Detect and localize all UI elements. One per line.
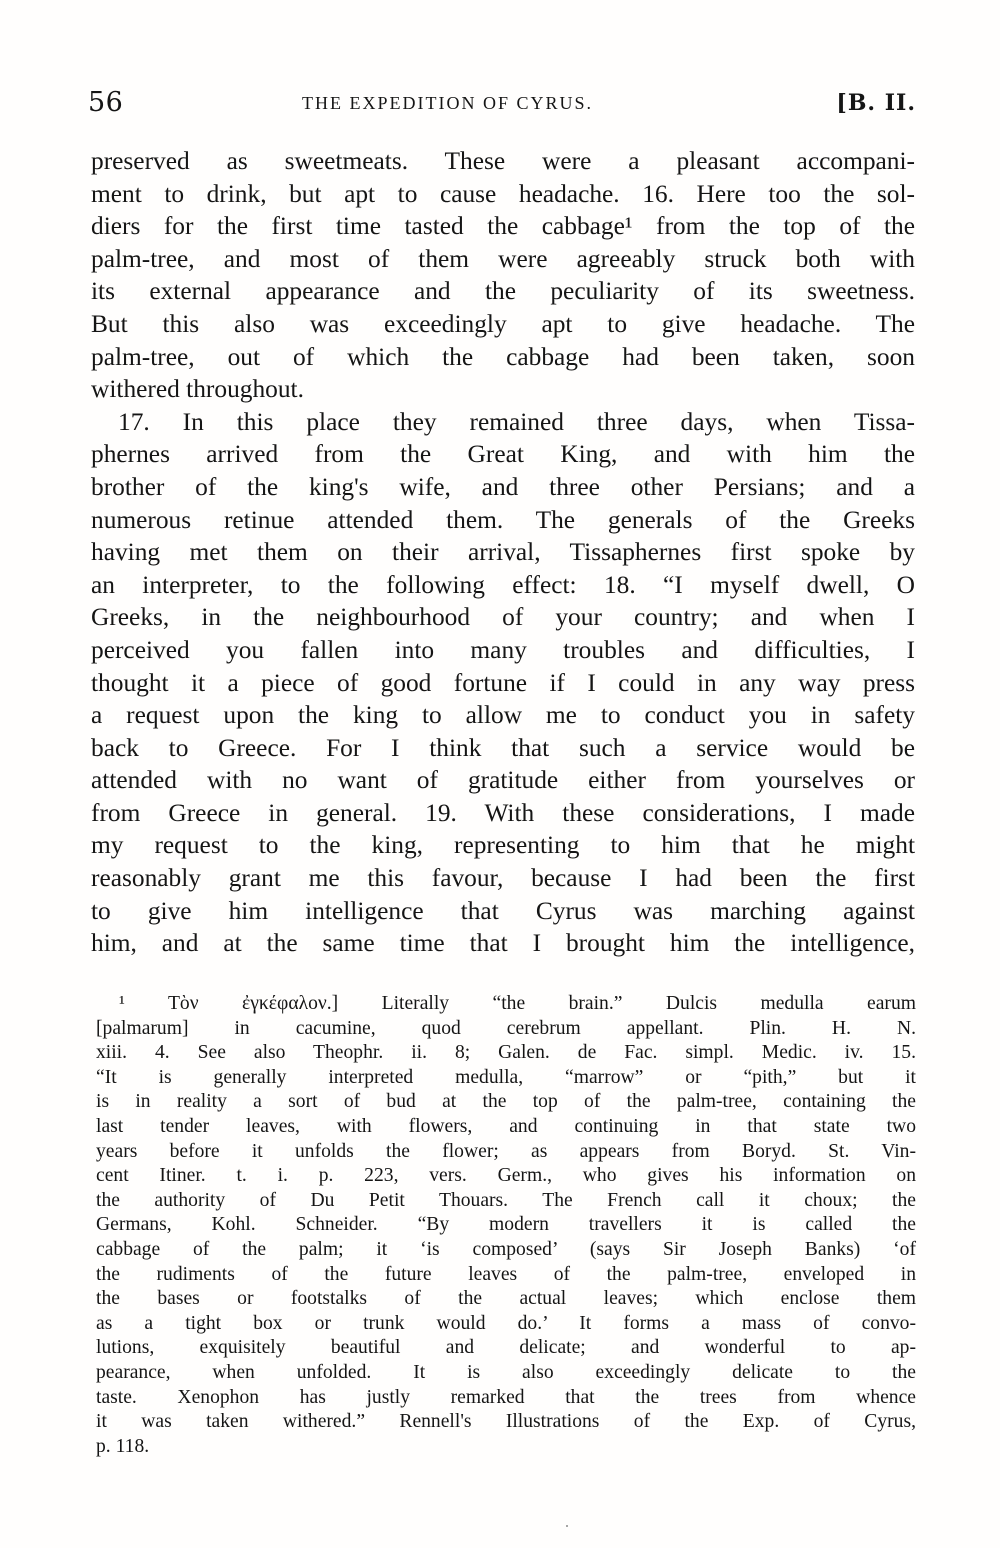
- footnote-line-12: the rudiments of the future leaves of the palm-tree, enveloped in: [96, 1263, 916, 1285]
- footnote-line-16: pearance, when unfolded. It is also exceedingly delicate to the: [96, 1361, 916, 1383]
- footnote-line-7: years before it unfolds the flower; as appears from Boryd. St. Vin-: [96, 1140, 916, 1162]
- body-line-19: back to Greece. For I think that such a service would be: [91, 733, 915, 762]
- body-line-3: diers for the first time tasted the cabbage¹ from the top of the: [91, 212, 915, 241]
- body-line-2: ment to drink, but apt to cause headache. 16. Here too the sol-: [91, 179, 915, 208]
- footnote-line-4: “It is generally interpreted medulla, “marrow” or “pith,” but it: [96, 1066, 916, 1088]
- body-line-21: from Greece in general. 19. With these considerations, I made: [91, 798, 915, 827]
- body-line-9: 17. In this place they remained three days, when Tissa-: [118, 407, 915, 436]
- page-number: 56: [88, 87, 124, 118]
- footnote-line-17: taste. Xenophon has justly remarked that the trees from whence: [96, 1386, 916, 1408]
- body-line-14: an interpreter, to the following effect: 18. “I myself dwell, O: [91, 570, 915, 599]
- page-header: [88, 86, 916, 122]
- body-line-7: palm-tree, out of which the cabbage had been taken, soon: [91, 342, 915, 371]
- body-line-11: brother of the king's wife, and three other Persians; and a: [91, 472, 915, 501]
- body-line-22: my request to the king, representing to him that he might: [91, 831, 915, 860]
- body-line-13: having met them on their arrival, Tissaphernes first spoke by: [91, 538, 915, 567]
- footnote-line-19: p. 118.: [96, 1435, 150, 1457]
- body-line-20: attended with no want of gratitude either from yourselves or: [91, 766, 915, 795]
- body-line-24: to give him intelligence that Cyrus was marching against: [91, 896, 915, 925]
- footnote-line-5: is in reality a sort of bud at the top of the palm-tree, containing the: [96, 1091, 916, 1113]
- footnote-line-18: it was taken withered.” Rennell's Illustrations of the Exp. of Cyrus,: [96, 1411, 916, 1433]
- footnote-line-14: as a tight box or trunk would do.’ It forms a mass of convo-: [96, 1312, 916, 1334]
- footnote-line-2: [palmarum] in cacumine, quod cerebrum appellant. Plin. H. N.: [96, 1017, 916, 1039]
- small-ink-mark: [566, 1525, 568, 1527]
- body-line-4: palm-tree, and most of them were agreeably struck both with: [91, 244, 915, 273]
- body-line-18: a request upon the king to allow me to conduct you in safety: [91, 701, 915, 730]
- book-reference: [B. II.: [836, 90, 916, 116]
- body-line-23: reasonably grant me this favour, because I had been the first: [91, 864, 915, 893]
- running-title: THE EXPEDITION OF CYRUS.: [302, 93, 593, 113]
- body-line-10: phernes arrived from the Great King, and with him the: [91, 440, 915, 469]
- body-line-1: preserved as sweetmeats. These were a pleasant accompani-: [91, 147, 915, 175]
- footnote-line-6: last tender leaves, with flowers, and continuing in that state two: [96, 1115, 916, 1137]
- footnote: [96, 992, 916, 1459]
- body-line-16: perceived you fallen into many troubles and difficulties, I: [91, 635, 915, 664]
- body-line-6: But this also was exceedingly apt to give headache. The: [91, 309, 915, 338]
- footnote-line-9: the authority of Du Petit Thouars. The French call it choux; the: [96, 1189, 916, 1211]
- body-line-8: withered throughout.: [91, 375, 304, 404]
- footnote-line-10: Germans, Kohl. Schneider. “By modern travellers it is called the: [96, 1214, 916, 1236]
- body-line-5: its external appearance and the peculiarity of its sweetness.: [91, 277, 915, 306]
- body-line-15: Greeks, in the neighbourhood of your country; and when I: [91, 603, 915, 632]
- footnote-line-13: the bases or footstalks of the actual leaves; which enclose them: [96, 1288, 916, 1310]
- footnote-line-15: lutions, exquisitely beautiful and delicate; and wonderful to ap-: [96, 1337, 916, 1359]
- footnote-line-1: ¹ Τὸν ἐγκέφαλον.] Literally “the brain.” Dulcis medulla earum: [119, 993, 916, 1014]
- body-line-25: him, and at the same time that I brought him the intelligence,: [91, 929, 915, 958]
- main-text: [91, 145, 915, 960]
- body-line-17: thought it a piece of good fortune if I could in any way press: [91, 668, 915, 697]
- footnote-line-11: cabbage of the palm; it ‘is composed’ (says Sir Joseph Banks) ‘of: [96, 1238, 916, 1260]
- footnote-line-3: xiii. 4. See also Theophr. ii. 8; Galen. de Fac. simpl. Medic. iv. 15.: [96, 1042, 916, 1064]
- body-line-12: numerous retinue attended them. The generals of the Greeks: [91, 505, 915, 534]
- footnote-line-8: cent Itiner. t. i. p. 223, vers. Germ., who gives his information on: [96, 1165, 916, 1187]
